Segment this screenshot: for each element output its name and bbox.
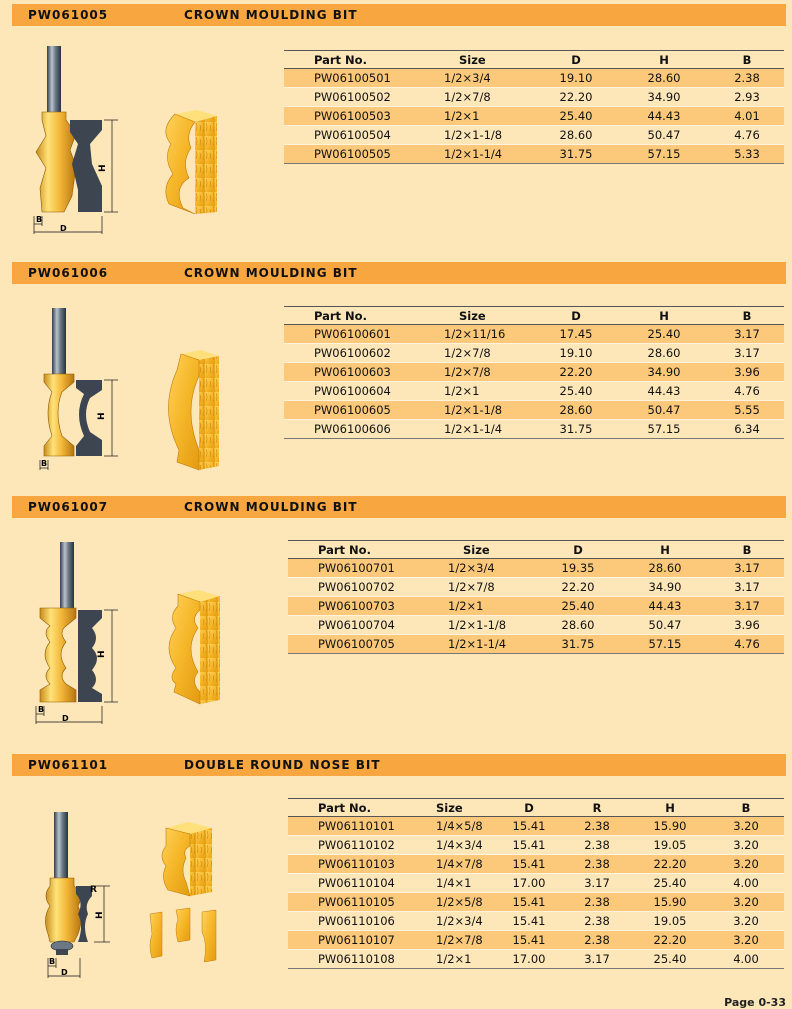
spec-table bbox=[284, 50, 784, 164]
cell-part-no: PW06100503 bbox=[284, 107, 414, 126]
cell-part-no: PW06100701 bbox=[288, 559, 418, 578]
cell-d: 15.41 bbox=[496, 817, 562, 836]
cell-part-no: PW06100604 bbox=[284, 382, 414, 401]
cell-h: 50.47 bbox=[620, 616, 710, 635]
cell-size: 1/2×1 bbox=[418, 597, 536, 616]
cell-d: 28.60 bbox=[534, 126, 618, 145]
cell-d: 15.41 bbox=[496, 931, 562, 950]
cell-size: 1/2×1 bbox=[406, 950, 496, 969]
table-row bbox=[284, 325, 784, 344]
table-row bbox=[284, 344, 784, 363]
dim-label-d: D bbox=[62, 714, 69, 723]
cell-b: 3.17 bbox=[710, 559, 784, 578]
cell-h: 15.90 bbox=[632, 817, 708, 836]
cell-b: 4.76 bbox=[710, 635, 784, 654]
cell-part-no: PW06100605 bbox=[284, 401, 414, 420]
cell-b: 3.17 bbox=[710, 597, 784, 616]
dim-label-h: H bbox=[97, 650, 107, 658]
cell-d: 28.60 bbox=[536, 616, 620, 635]
table-row bbox=[288, 559, 784, 578]
col-header: Size bbox=[414, 51, 534, 69]
cell-r: 2.38 bbox=[562, 855, 632, 874]
col-header: D bbox=[536, 541, 620, 559]
col-header: B bbox=[710, 541, 784, 559]
cell-part-no: PW06110102 bbox=[288, 836, 406, 855]
col-header: H bbox=[618, 51, 710, 69]
cell-d: 25.40 bbox=[534, 107, 618, 126]
cell-h: 57.15 bbox=[620, 635, 710, 654]
cell-h: 25.40 bbox=[618, 325, 710, 344]
cell-d: 25.40 bbox=[534, 382, 618, 401]
cell-size: 1/2×1 bbox=[414, 107, 534, 126]
cell-size: 1/2×7/8 bbox=[406, 931, 496, 950]
cell-d: 31.75 bbox=[534, 145, 618, 164]
table-row bbox=[284, 107, 784, 126]
cell-h: 44.43 bbox=[620, 597, 710, 616]
cell-size: 1/2×1-1/4 bbox=[414, 145, 534, 164]
cell-h: 28.60 bbox=[618, 344, 710, 363]
table-row bbox=[284, 401, 784, 420]
cell-b: 3.96 bbox=[710, 616, 784, 635]
cell-size: 1/4×5/8 bbox=[406, 817, 496, 836]
cell-part-no: PW06110105 bbox=[288, 893, 406, 912]
cell-part-no: PW06110106 bbox=[288, 912, 406, 931]
cell-part-no: PW06100703 bbox=[288, 597, 418, 616]
cell-d: 17.00 bbox=[496, 950, 562, 969]
cell-size: 1/2×1-1/4 bbox=[418, 635, 536, 654]
section-header bbox=[12, 262, 786, 284]
cell-h: 19.05 bbox=[632, 912, 708, 931]
product-title: CROWN MOULDING BIT bbox=[184, 8, 358, 22]
cell-d: 28.60 bbox=[534, 401, 618, 420]
cell-part-no: PW06100601 bbox=[284, 325, 414, 344]
dim-label-b: B bbox=[36, 215, 43, 224]
table-row bbox=[288, 912, 784, 931]
section-header bbox=[12, 4, 786, 26]
cell-part-no: PW06110108 bbox=[288, 950, 406, 969]
cell-b: 4.00 bbox=[708, 874, 784, 893]
cell-b: 3.20 bbox=[708, 836, 784, 855]
col-header: H bbox=[618, 307, 710, 325]
col-header: D bbox=[496, 799, 562, 817]
table-row bbox=[288, 893, 784, 912]
cell-h: 19.05 bbox=[632, 836, 708, 855]
table-row bbox=[288, 616, 784, 635]
cell-size: 1/4×7/8 bbox=[406, 855, 496, 874]
cell-b: 5.55 bbox=[710, 401, 784, 420]
cell-b: 4.01 bbox=[710, 107, 784, 126]
col-header: Part No. bbox=[284, 307, 414, 325]
table-row bbox=[288, 836, 784, 855]
col-header: B bbox=[710, 51, 784, 69]
moulding-profile-illustration bbox=[155, 108, 227, 218]
cell-size: 1/2×1 bbox=[414, 382, 534, 401]
cell-part-no: PW06100504 bbox=[284, 126, 414, 145]
moulding-profile-illustration bbox=[146, 816, 226, 962]
cell-h: 15.90 bbox=[632, 893, 708, 912]
col-header: Part No. bbox=[284, 51, 414, 69]
product-title: CROWN MOULDING BIT bbox=[184, 266, 358, 280]
cell-h: 25.40 bbox=[632, 874, 708, 893]
product-code: PW061101 bbox=[28, 758, 109, 772]
cell-h: 28.60 bbox=[618, 69, 710, 88]
cell-b: 3.20 bbox=[708, 893, 784, 912]
cell-part-no: PW06100501 bbox=[284, 69, 414, 88]
cell-size: 1/2×1-1/8 bbox=[414, 401, 534, 420]
cell-d: 22.20 bbox=[536, 578, 620, 597]
cell-r: 2.38 bbox=[562, 817, 632, 836]
cell-b: 4.76 bbox=[710, 382, 784, 401]
cell-r: 3.17 bbox=[562, 950, 632, 969]
cell-size: 1/2×5/8 bbox=[406, 893, 496, 912]
cell-d: 19.10 bbox=[534, 69, 618, 88]
cell-d: 25.40 bbox=[536, 597, 620, 616]
section-header bbox=[12, 754, 786, 776]
cell-b: 2.38 bbox=[710, 69, 784, 88]
cell-part-no: PW06100505 bbox=[284, 145, 414, 164]
table-row bbox=[284, 420, 784, 439]
col-header: D bbox=[534, 307, 618, 325]
cell-b: 5.33 bbox=[710, 145, 784, 164]
router-bit-diagram bbox=[30, 538, 140, 730]
cell-d: 31.75 bbox=[536, 635, 620, 654]
product-code: PW061005 bbox=[28, 8, 109, 22]
table-row bbox=[288, 578, 784, 597]
col-header: Size bbox=[406, 799, 496, 817]
cell-size: 1/2×3/4 bbox=[414, 69, 534, 88]
cell-size: 1/2×7/8 bbox=[414, 344, 534, 363]
cell-d: 15.41 bbox=[496, 836, 562, 855]
cell-part-no: PW06110103 bbox=[288, 855, 406, 874]
cell-part-no: PW06100606 bbox=[284, 420, 414, 439]
cell-h: 25.40 bbox=[632, 950, 708, 969]
cell-h: 57.15 bbox=[618, 145, 710, 164]
cell-size: 1/2×1-1/4 bbox=[414, 420, 534, 439]
dim-label-b: B bbox=[49, 957, 56, 966]
cell-h: 34.90 bbox=[620, 578, 710, 597]
product-code: PW061007 bbox=[28, 500, 109, 514]
cell-size: 1/2×7/8 bbox=[418, 578, 536, 597]
col-header: Size bbox=[414, 307, 534, 325]
cell-part-no: PW06100603 bbox=[284, 363, 414, 382]
spec-table bbox=[288, 798, 784, 969]
cell-d: 17.00 bbox=[496, 874, 562, 893]
table-row bbox=[288, 597, 784, 616]
table-row bbox=[284, 145, 784, 164]
cell-part-no: PW06110107 bbox=[288, 931, 406, 950]
col-header: Size bbox=[418, 541, 536, 559]
table-row bbox=[284, 126, 784, 145]
table-header-row bbox=[284, 51, 784, 69]
dim-label-h: H bbox=[95, 911, 105, 919]
cell-h: 44.43 bbox=[618, 107, 710, 126]
cell-r: 2.38 bbox=[562, 931, 632, 950]
cell-part-no: PW06110101 bbox=[288, 817, 406, 836]
product-title: DOUBLE ROUND NOSE BIT bbox=[184, 758, 381, 772]
cell-h: 44.43 bbox=[618, 382, 710, 401]
col-header: H bbox=[632, 799, 708, 817]
dim-label-d: D bbox=[60, 224, 67, 233]
cell-part-no: PW06100602 bbox=[284, 344, 414, 363]
cell-d: 19.10 bbox=[534, 344, 618, 363]
router-bit-diagram bbox=[34, 810, 124, 982]
cell-b: 3.20 bbox=[708, 817, 784, 836]
col-header: B bbox=[710, 307, 784, 325]
cell-h: 28.60 bbox=[620, 559, 710, 578]
cell-size: 1/2×1-1/8 bbox=[414, 126, 534, 145]
cell-size: 1/2×3/4 bbox=[418, 559, 536, 578]
table-header-row bbox=[288, 541, 784, 559]
spec-table bbox=[288, 540, 784, 654]
product-code: PW061006 bbox=[28, 266, 109, 280]
cell-size: 1/2×7/8 bbox=[414, 363, 534, 382]
cell-d: 22.20 bbox=[534, 88, 618, 107]
cell-b: 3.20 bbox=[708, 855, 784, 874]
cell-r: 3.17 bbox=[562, 874, 632, 893]
cell-r: 2.38 bbox=[562, 912, 632, 931]
cell-part-no: PW06100702 bbox=[288, 578, 418, 597]
cell-b: 3.20 bbox=[708, 931, 784, 950]
cell-size: 1/2×1-1/8 bbox=[418, 616, 536, 635]
col-header: B bbox=[708, 799, 784, 817]
cell-h: 34.90 bbox=[618, 88, 710, 107]
table-row bbox=[284, 363, 784, 382]
cell-size: 1/2×7/8 bbox=[414, 88, 534, 107]
cell-b: 3.96 bbox=[710, 363, 784, 382]
cell-part-no: PW06100704 bbox=[288, 616, 418, 635]
dim-label-b: B bbox=[41, 459, 48, 468]
cell-b: 4.00 bbox=[708, 950, 784, 969]
cell-h: 50.47 bbox=[618, 401, 710, 420]
dim-label-h: H bbox=[97, 412, 107, 420]
moulding-profile-illustration bbox=[155, 350, 227, 472]
cell-b: 3.17 bbox=[710, 578, 784, 597]
table-row bbox=[288, 931, 784, 950]
col-header: R bbox=[562, 799, 632, 817]
col-header: D bbox=[534, 51, 618, 69]
cell-h: 50.47 bbox=[618, 126, 710, 145]
cell-b: 2.93 bbox=[710, 88, 784, 107]
cell-h: 22.20 bbox=[632, 855, 708, 874]
cell-r: 2.38 bbox=[562, 893, 632, 912]
table-row bbox=[288, 817, 784, 836]
table-row bbox=[288, 635, 784, 654]
page-number: Page 0-33 bbox=[724, 996, 786, 1009]
cell-size: 1/2×11/16 bbox=[414, 325, 534, 344]
cell-r: 2.38 bbox=[562, 836, 632, 855]
table-header-row bbox=[284, 307, 784, 325]
col-header: Part No. bbox=[288, 541, 418, 559]
table-row bbox=[284, 69, 784, 88]
cell-d: 15.41 bbox=[496, 855, 562, 874]
section-header bbox=[12, 496, 786, 518]
table-row bbox=[284, 382, 784, 401]
cell-d: 15.41 bbox=[496, 893, 562, 912]
cell-d: 22.20 bbox=[534, 363, 618, 382]
table-header-row bbox=[288, 799, 784, 817]
cell-h: 22.20 bbox=[632, 931, 708, 950]
spec-table bbox=[284, 306, 784, 439]
product-title: CROWN MOULDING BIT bbox=[184, 500, 358, 514]
table-row bbox=[284, 88, 784, 107]
cell-part-no: PW06100502 bbox=[284, 88, 414, 107]
moulding-profile-illustration bbox=[158, 588, 232, 706]
cell-size: 1/2×3/4 bbox=[406, 912, 496, 931]
col-header: H bbox=[620, 541, 710, 559]
cell-part-no: PW06110104 bbox=[288, 874, 406, 893]
cell-d: 31.75 bbox=[534, 420, 618, 439]
cell-d: 15.41 bbox=[496, 912, 562, 931]
router-bit-diagram bbox=[22, 300, 132, 472]
cell-b: 6.34 bbox=[710, 420, 784, 439]
cell-d: 17.45 bbox=[534, 325, 618, 344]
cell-b: 4.76 bbox=[710, 126, 784, 145]
cell-b: 3.17 bbox=[710, 344, 784, 363]
cell-h: 34.90 bbox=[618, 363, 710, 382]
cell-part-no: PW06100705 bbox=[288, 635, 418, 654]
cell-b: 3.20 bbox=[708, 912, 784, 931]
table-row bbox=[288, 855, 784, 874]
dim-label-d: D bbox=[61, 968, 68, 977]
cell-size: 1/4×1 bbox=[406, 874, 496, 893]
cell-b: 3.17 bbox=[710, 325, 784, 344]
cell-size: 1/4×3/4 bbox=[406, 836, 496, 855]
table-row bbox=[288, 874, 784, 893]
dim-label-h: H bbox=[98, 164, 108, 172]
cell-h: 57.15 bbox=[618, 420, 710, 439]
router-bit-diagram bbox=[20, 40, 130, 236]
table-row bbox=[288, 950, 784, 969]
dim-label-b: B bbox=[38, 705, 45, 714]
cell-d: 19.35 bbox=[536, 559, 620, 578]
col-header: Part No. bbox=[288, 799, 406, 817]
dim-label-r: R bbox=[90, 885, 97, 895]
